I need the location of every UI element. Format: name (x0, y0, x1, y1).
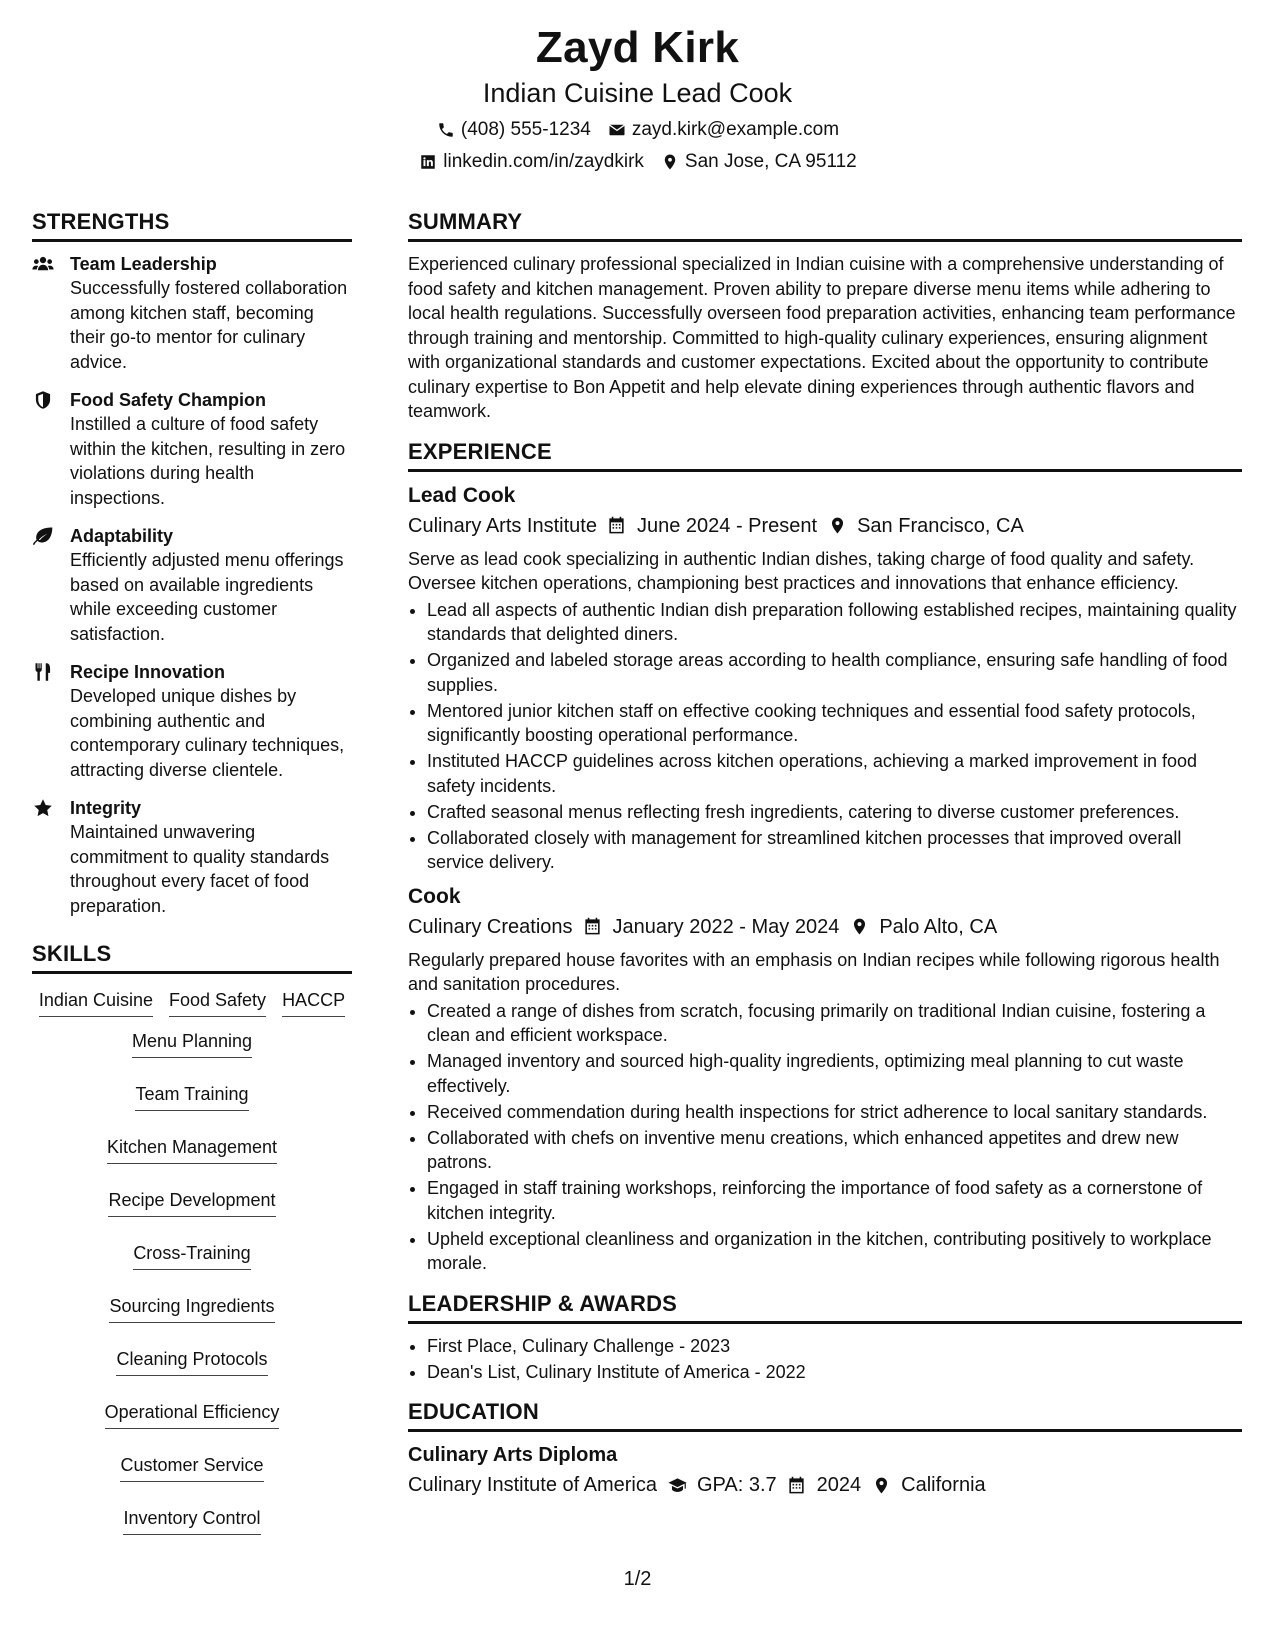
candidate-title: Indian Cuisine Lead Cook (482, 78, 793, 108)
map-pin-icon (871, 1475, 891, 1495)
job-location: Palo Alto, CA (879, 915, 998, 938)
bullet-item: • Mentored junior kitchen staff on effective cooking techniques and essential food safety protocols, significantly boosting operational performance. (427, 699, 1242, 748)
strength-desc: Developed unique dishes by combining authentic and contemporary culinary techniques, attracting diverse clientele. (70, 686, 345, 780)
strengths-heading: STRENGTHS (32, 208, 352, 242)
phone-contact[interactable] (436, 118, 591, 142)
resume-header (0, 22, 1275, 174)
bullet-item: • Managed inventory and sourced high-quality ingredients, optimizing meal planning to cut waste effectively. (427, 1049, 1242, 1098)
bullet-item: • Received commendation during health inspections for strict adherence to local sanitary standards. (427, 1100, 1242, 1125)
email-text: zayd.kirk@example.com (631, 119, 840, 140)
bullet-item: • Collaborated with chefs on inventive menu creations, which enhanced appetites and drew new patrons. (427, 1126, 1242, 1175)
job-description: Serve as lead cook specializing in authentic Indian dishes, taking charge of food quality and safety. Oversee kitchen operations, championing best practices and innovations that enhance efficiency. (408, 548, 1195, 593)
skill-tag: Cross-Training (133, 1241, 250, 1270)
education-degree: Culinary Arts Diploma (408, 1444, 618, 1466)
job-meta (408, 913, 1242, 941)
skill-tag: Recipe Development (108, 1188, 275, 1217)
job-dates: January 2022 - May 2024 (612, 915, 840, 938)
summary-heading: SUMMARY (408, 208, 1242, 242)
education-year: 2024 (816, 1474, 862, 1496)
award-item: • First Place, Culinary Challenge - 2023 (427, 1334, 1242, 1359)
awards-list (408, 1334, 1242, 1385)
skill-tag: Sourcing Ingredients (109, 1294, 274, 1323)
skill-tag: Cleaning Protocols (116, 1347, 267, 1376)
star-icon (32, 796, 70, 918)
job-company: Culinary Creations (408, 915, 573, 938)
bullet-item: • Lead all aspects of authentic Indian dish preparation following established recipes, maintaining quality standards that delighted diners. (427, 598, 1242, 647)
page-number: 1/2 (623, 1568, 652, 1590)
strength-item (32, 660, 352, 782)
phone-text: (408) 555-1234 (460, 119, 591, 140)
job-title: Lead Cook (408, 483, 516, 507)
strength-desc: Successfully fostered collaboration among kitchen staff, becoming their go-to mentor for culinary advice. (70, 278, 348, 372)
linkedin-contact[interactable] (418, 150, 644, 174)
location-text: San Jose, CA 95112 (684, 151, 857, 172)
strength-title: Adaptability (70, 526, 174, 546)
email-contact[interactable] (607, 118, 839, 142)
job-title: Cook (408, 884, 461, 908)
envelope-icon (607, 120, 627, 140)
job-location: San Francisco, CA (857, 514, 1024, 537)
education-heading: EDUCATION (408, 1398, 1242, 1432)
leaf-icon (32, 524, 70, 646)
strength-desc: Maintained unwavering commitment to quality standards throughout every facet of food preparation. (70, 822, 330, 916)
education-gpa: GPA: 3.7 (697, 1474, 777, 1496)
calendar-icon (787, 1475, 807, 1495)
experience-heading: EXPERIENCE (408, 438, 1242, 472)
job-meta (408, 512, 1242, 540)
strength-item (32, 388, 352, 510)
strength-title: Team Leadership (70, 254, 217, 274)
calendar-icon (583, 917, 603, 937)
map-pin-icon (849, 917, 869, 937)
map-pin-icon (827, 516, 847, 536)
linkedin-icon (418, 152, 438, 172)
job-dates: June 2024 - Present (636, 514, 818, 537)
utensils-icon (32, 660, 70, 782)
left-column (32, 208, 352, 1535)
strength-item (32, 524, 352, 646)
skills-heading: SKILLS (32, 940, 352, 974)
summary-text: Experienced culinary professional specialized in Indian cuisine with a comprehensive understanding of food safety and kitchen management. Proven ability to prepare diverse menu items while adhering to local health regulations. Successfully overseen food preparation activities, enhancing team performance through training and mentorship. Committed to high-quality culinary experiences, ensuring alignment with organizational standards and customer expectations. Excited about the opportunity to contribute culinary expertise to Bon Appetit and help elevate dining experiences through authentic flavors and teamwork. (408, 254, 1236, 421)
education-meta (408, 1471, 1242, 1499)
right-column (408, 208, 1242, 1499)
job-description: Regularly prepared house favorites with an emphasis on Indian recipes while following rigorous health and sanitation procedures. (408, 949, 1220, 994)
graduation-cap-icon (667, 1475, 687, 1495)
skill-tag: Kitchen Management (107, 1135, 277, 1164)
job-company: Culinary Arts Institute (408, 514, 597, 537)
users-icon (32, 252, 70, 374)
award-item: • Dean's List, Culinary Institute of America - 2022 (427, 1360, 1242, 1385)
phone-icon (436, 120, 456, 140)
bullet-item: • Upheld exceptional cleanliness and organization in the kitchen, contributing positively to workplace morale. (427, 1227, 1242, 1276)
contact-row-1 (0, 118, 1275, 142)
bullet-item: • Collaborated closely with management for streamlined kitchen processes that improved overall service delivery. (427, 826, 1242, 875)
map-pin-icon (660, 152, 680, 172)
strength-item (32, 796, 352, 918)
strength-desc: Efficiently adjusted menu offerings based on available ingredients while exceeding customer satisfaction. (70, 550, 344, 644)
strength-desc: Instilled a culture of food safety within the kitchen, resulting in zero violations during health inspections. (70, 414, 346, 508)
candidate-name: Zayd Kirk (535, 23, 740, 72)
skill-tag: Inventory Control (123, 1506, 260, 1535)
contact-row-2 (0, 150, 1275, 174)
strength-item (32, 252, 352, 374)
awards-heading: LEADERSHIP & AWARDS (408, 1290, 1242, 1324)
shield-icon (32, 388, 70, 510)
location-contact (660, 150, 857, 174)
skill-tag: Team Training (135, 1082, 248, 1111)
bullet-item: • Instituted HACCP guidelines across kitchen operations, achieving a marked improvement in food safety incidents. (427, 749, 1242, 798)
strength-title: Integrity (70, 798, 142, 818)
bullet-item: • Created a range of dishes from scratch, focusing primarily on traditional Indian cuisine, fostering a clean and efficient workspace. (427, 999, 1242, 1048)
skill-tag: Customer Service (120, 1453, 263, 1482)
bullet-item: • Crafted seasonal menus reflecting fresh ingredients, catering to diverse customer preferences. (427, 800, 1242, 825)
education-school: Culinary Institute of America (408, 1474, 657, 1496)
linkedin-text: linkedin.com/in/zaydkirk (443, 151, 644, 172)
skill-tag: Operational Efficiency (105, 1400, 280, 1429)
skills-list (32, 988, 352, 1535)
strength-title: Recipe Innovation (70, 662, 226, 682)
bullet-item: • Engaged in staff training workshops, reinforcing the importance of food safety as a cornerstone of kitchen integrity. (427, 1176, 1242, 1225)
skill-tag: Menu Planning (132, 1029, 252, 1058)
skill-tag: Food Safety (169, 988, 266, 1017)
job-entry (408, 482, 1242, 875)
education-location: California (901, 1474, 986, 1496)
job-entry (408, 883, 1242, 1276)
job-bullets (408, 999, 1242, 1276)
skill-tag: Indian Cuisine (39, 988, 153, 1017)
skill-tag: HACCP (282, 988, 345, 1017)
job-bullets (408, 598, 1242, 875)
calendar-icon (607, 516, 627, 536)
bullet-item: • Organized and labeled storage areas according to health compliance, ensuring safe handling of food supplies. (427, 648, 1242, 697)
strength-title: Food Safety Champion (70, 390, 267, 410)
